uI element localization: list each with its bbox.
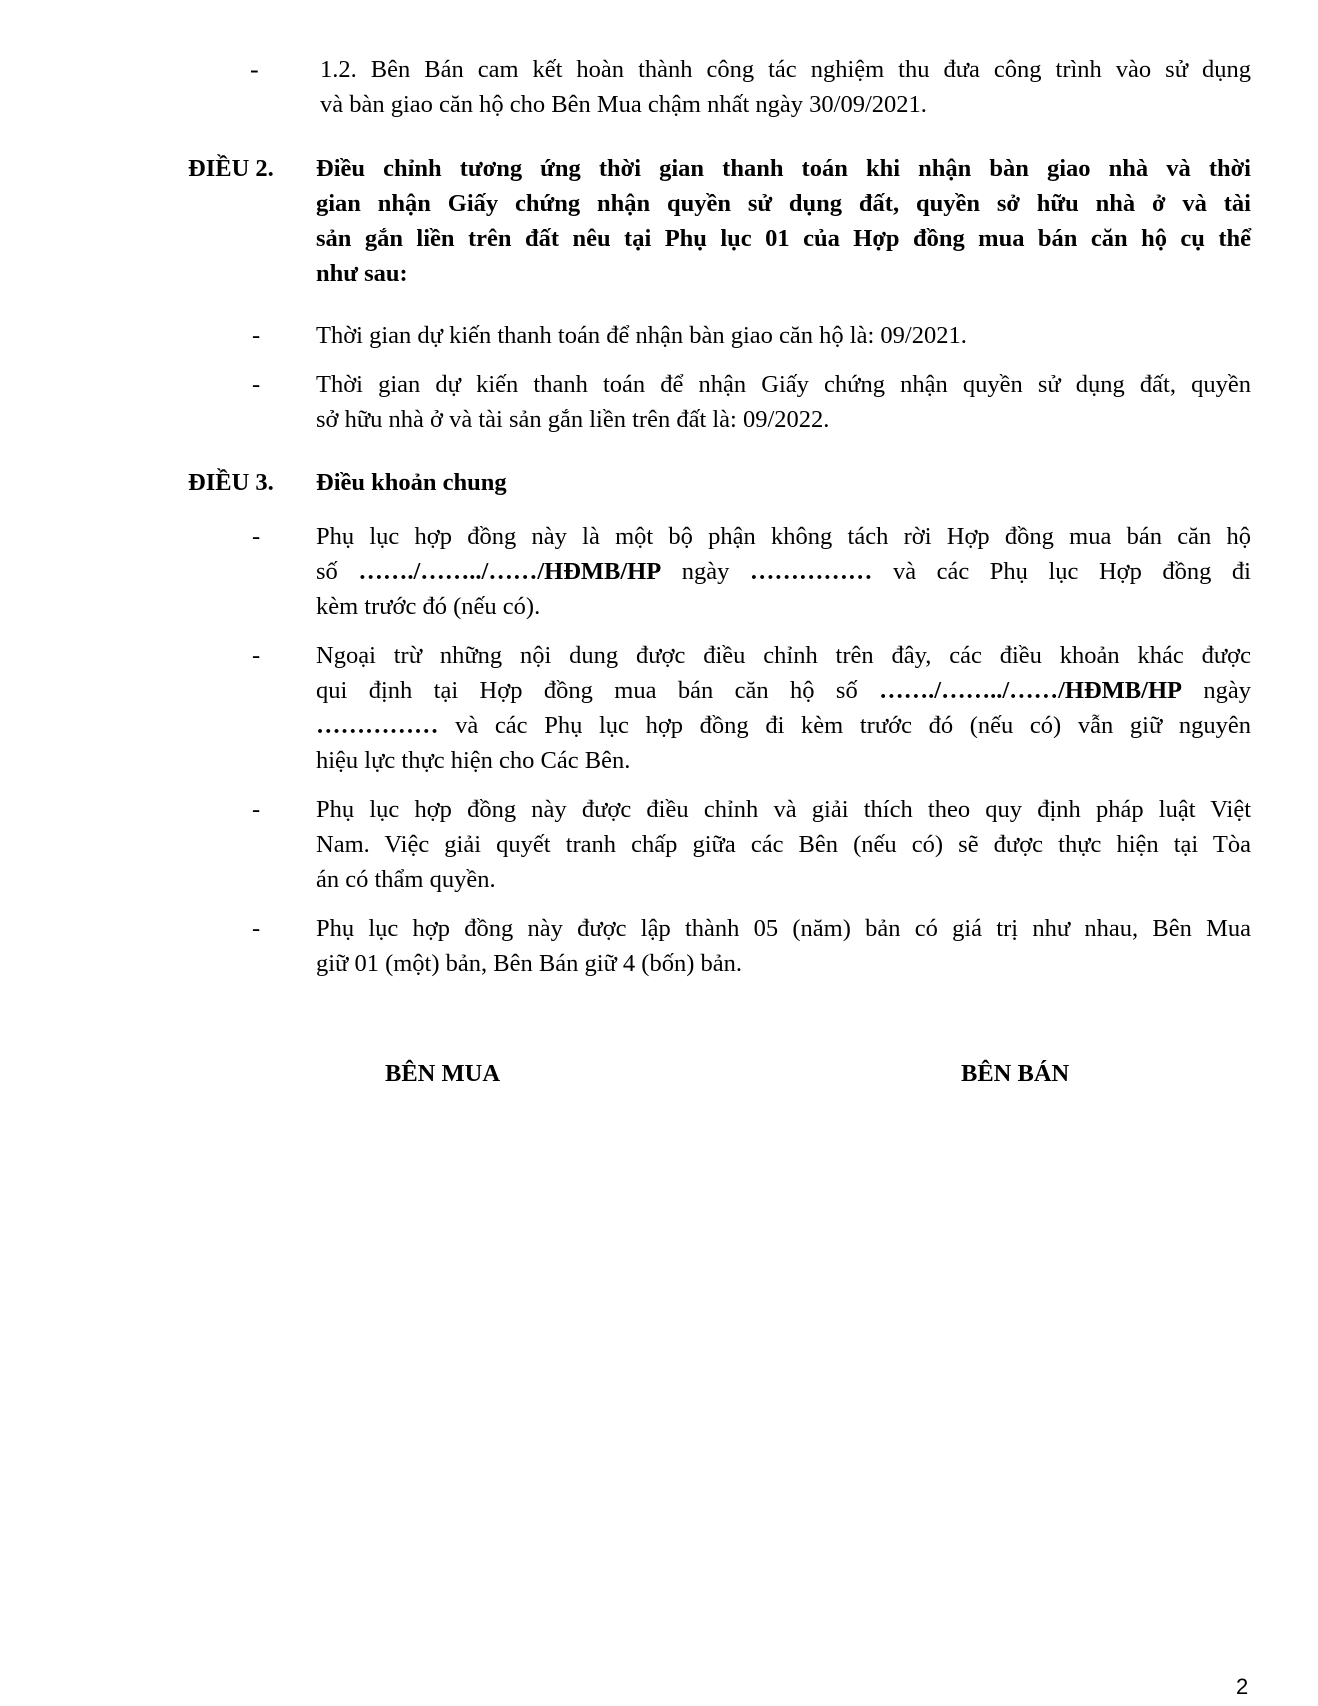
dieu-3-bullet-3-text <box>316 792 1251 897</box>
dieu-2-bullet-2-line-1: Thời gian dự kiến thanh toán để nhận Giấy chứng nhận quyền sử dụng đất, quyền <box>316 371 1251 398</box>
date-blank: …………… <box>749 558 873 585</box>
buyer-signature-label: BÊN MUA <box>385 1060 501 1087</box>
text-run: và các Phụ lục Hợp đồng đi <box>892 558 1251 585</box>
item-1-2-line-1: 1.2. Bên Bán cam kết hoàn thành công tác nghiệm thu đưa công trình vào sử dụng <box>320 56 1251 83</box>
dieu-3-bullet-2-line-1: Ngoại trừ những nội dung được điều chỉnh trên đây, các điều khoản khác được <box>316 642 1251 669</box>
dieu-2-line-2: gian nhận Giấy chứng nhận quyền sử dụng đất, quyền sở hữu nhà ở và tài <box>316 190 1251 217</box>
bullet-dash: - <box>252 796 261 823</box>
dieu-3-bullet-4-text <box>316 911 1251 981</box>
contract-number-blank: ……./……../……/HĐMB/HP <box>879 677 1182 704</box>
dieu-3-bullet-1-line-1: Phụ lục hợp đồng này là một bộ phận không tách rời Hợp đồng mua bán căn hộ <box>316 523 1251 550</box>
dieu-3-bullet-3-line-2: Nam. Việc giải quyết tranh chấp giữa các Bên (nếu có) sẽ được thực hiện tại Tòa <box>316 831 1251 858</box>
dieu-3-bullet-2-line-4: hiệu lực thực hiện cho Các Bên. <box>316 747 631 774</box>
dieu-3-bullet-3-line-3: án có thẩm quyền. <box>316 866 496 893</box>
dieu-2-line-1: Điều chỉnh tương ứng thời gian thanh toán khi nhận bàn giao nhà và thời <box>316 155 1251 182</box>
dieu-2-bullet-2-line-2: sở hữu nhà ở và tài sản gắn liền trên đất là: 09/2022. <box>316 406 830 433</box>
dieu-3-heading <box>316 465 1251 500</box>
bullet-dash: - <box>252 915 261 942</box>
contract-number-blank: ……./……../……/HĐMB/HP <box>358 558 662 585</box>
dieu-3-bullet-1-line-2 <box>316 554 1251 589</box>
dieu-3-bullet-1-line-3: kèm trước đó (nếu có). <box>316 593 541 620</box>
dieu-3-bullet-2-line-3 <box>316 708 1251 743</box>
dieu-2-bullet-1-text <box>316 318 1251 353</box>
dieu-2-label: ĐIỀU 2. <box>188 155 274 182</box>
text-run: qui định tại Hợp đồng mua bán căn hộ số <box>316 677 858 704</box>
date-blank: …………… <box>316 712 439 739</box>
dieu-3-bullet-4-line-2: giữ 01 (một) bản, Bên Bán giữ 4 (bốn) bản. <box>316 950 742 977</box>
bullet-dash: - <box>252 322 261 349</box>
bullet-dash: - <box>250 55 259 84</box>
seller-signature-label: BÊN BÁN <box>961 1060 1070 1087</box>
text-run: ngày <box>681 558 730 585</box>
dieu-3-title: Điều khoản chung <box>316 469 507 496</box>
dieu-2-line-4: như sau: <box>316 260 408 287</box>
text-run: và các Phụ lục hợp đồng đi kèm trước đó (nếu có) vẫn giữ nguyên <box>455 712 1251 739</box>
page-number: 2 <box>1236 1674 1249 1699</box>
bullet-dash: - <box>252 642 261 669</box>
dieu-3-bullet-3-line-1: Phụ lục hợp đồng này được điều chỉnh và giải thích theo quy định pháp luật Việt <box>316 796 1251 823</box>
dieu-2-bullet-2-text <box>316 367 1251 437</box>
dieu-3-bullet-2-text <box>316 638 1251 778</box>
dieu-2-bullet-1-line-1: Thời gian dự kiến thanh toán để nhận bàn giao căn hộ là: 09/2021. <box>316 322 967 349</box>
dieu-3-bullet-1-text <box>316 519 1251 624</box>
text-run: ngày <box>1203 677 1252 704</box>
dieu-3-label: ĐIỀU 3. <box>188 469 274 496</box>
item-1-2-text <box>320 52 1251 122</box>
bullet-dash: - <box>252 523 261 550</box>
dieu-3-bullet-2-line-2 <box>316 673 1251 708</box>
dieu-2-heading <box>316 151 1251 291</box>
dieu-2-line-3: sản gắn liền trên đất nêu tại Phụ lục 01 của Hợp đồng mua bán căn hộ cụ thể <box>316 225 1251 252</box>
text-run: số <box>316 558 338 585</box>
item-1-2-line-2: và bàn giao căn hộ cho Bên Mua chậm nhất ngày 30/09/2021. <box>320 91 927 118</box>
dieu-3-bullet-4-line-1: Phụ lục hợp đồng này được lập thành 05 (năm) bản có giá trị như nhau, Bên Mua <box>316 915 1251 942</box>
bullet-dash: - <box>252 371 261 398</box>
